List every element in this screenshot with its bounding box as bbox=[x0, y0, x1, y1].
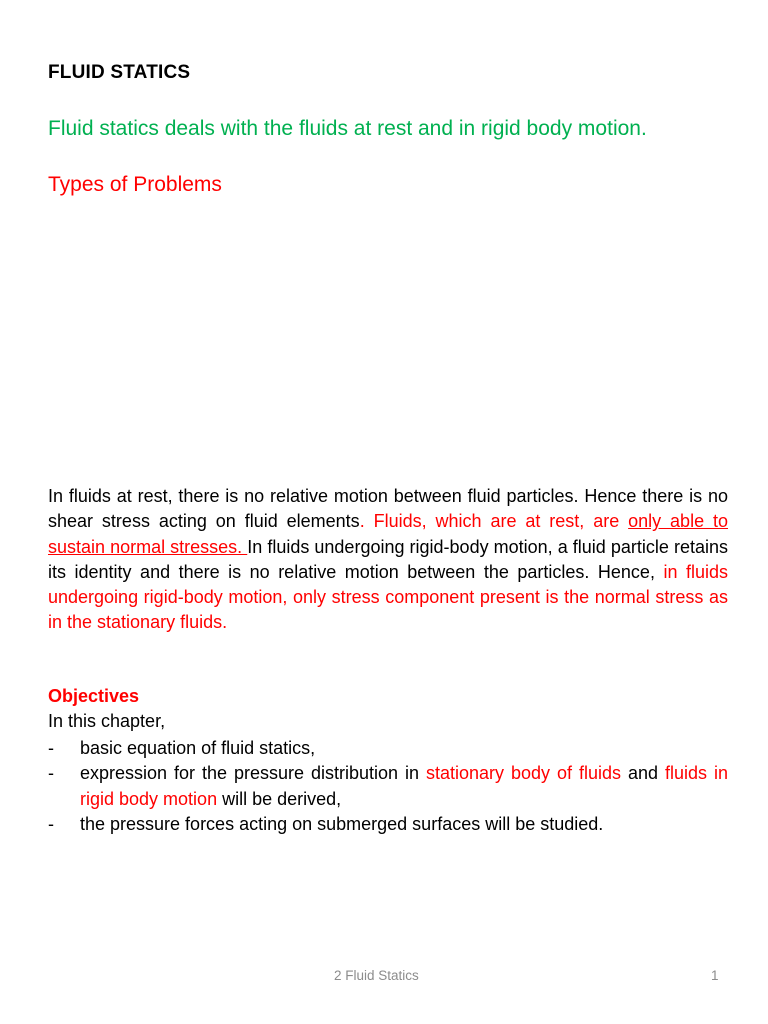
page-number: 1 bbox=[711, 968, 719, 983]
paragraph-highlight-2: in fluids undergoing rigid-body motion, only stress component present is the normal stress as in the stationary fluids. bbox=[48, 561, 729, 633]
list-item bbox=[48, 812, 728, 837]
objectives-intro: In this chapter, bbox=[48, 711, 166, 731]
dash-bullet: - bbox=[48, 813, 54, 834]
paragraph-sentence-2: In fluids undergoing rigid-body motion, a fluid particle retains its identity and there is no relative motion between the particles. Hence, bbox=[48, 536, 728, 582]
list-item-text: and bbox=[621, 763, 665, 784]
list-item-highlight: fluids in rigid body motion bbox=[80, 763, 729, 809]
body-paragraph bbox=[48, 484, 728, 636]
objectives-list bbox=[48, 736, 728, 837]
page-title: FLUID STATICS bbox=[48, 62, 191, 83]
list-item-text: will be derived, bbox=[217, 788, 342, 809]
list-item-text: the pressure forces acting on submerged surfaces will be studied. bbox=[80, 813, 604, 834]
list-item bbox=[48, 761, 728, 812]
list-item-text: basic equation of fluid statics, bbox=[80, 738, 316, 758]
paragraph-sentence-1: In fluids at rest, there is no relative motion between fluid particles. Hence there is no shear stress acting on fluid elements bbox=[48, 486, 728, 532]
list-item bbox=[48, 736, 728, 761]
definition-text: Fluid statics deals with the fluids at rest and in rigid body motion. bbox=[48, 117, 647, 140]
types-of-problems-heading: Types of Problems bbox=[48, 173, 222, 196]
dash-bullet: - bbox=[48, 738, 54, 758]
objectives-heading: Objectives bbox=[48, 686, 140, 706]
list-item-text: expression for the pressure distribution in bbox=[80, 763, 426, 784]
list-item-highlight: stationary body of fluids bbox=[426, 763, 622, 784]
footer-label: 2 Fluid Statics bbox=[334, 968, 419, 983]
paragraph-underlined-highlight: only able to sustain normal stresses. bbox=[48, 511, 729, 557]
dash-bullet: - bbox=[48, 763, 54, 784]
paragraph-highlight-1: . Fluids, which are at rest, are bbox=[359, 511, 629, 532]
